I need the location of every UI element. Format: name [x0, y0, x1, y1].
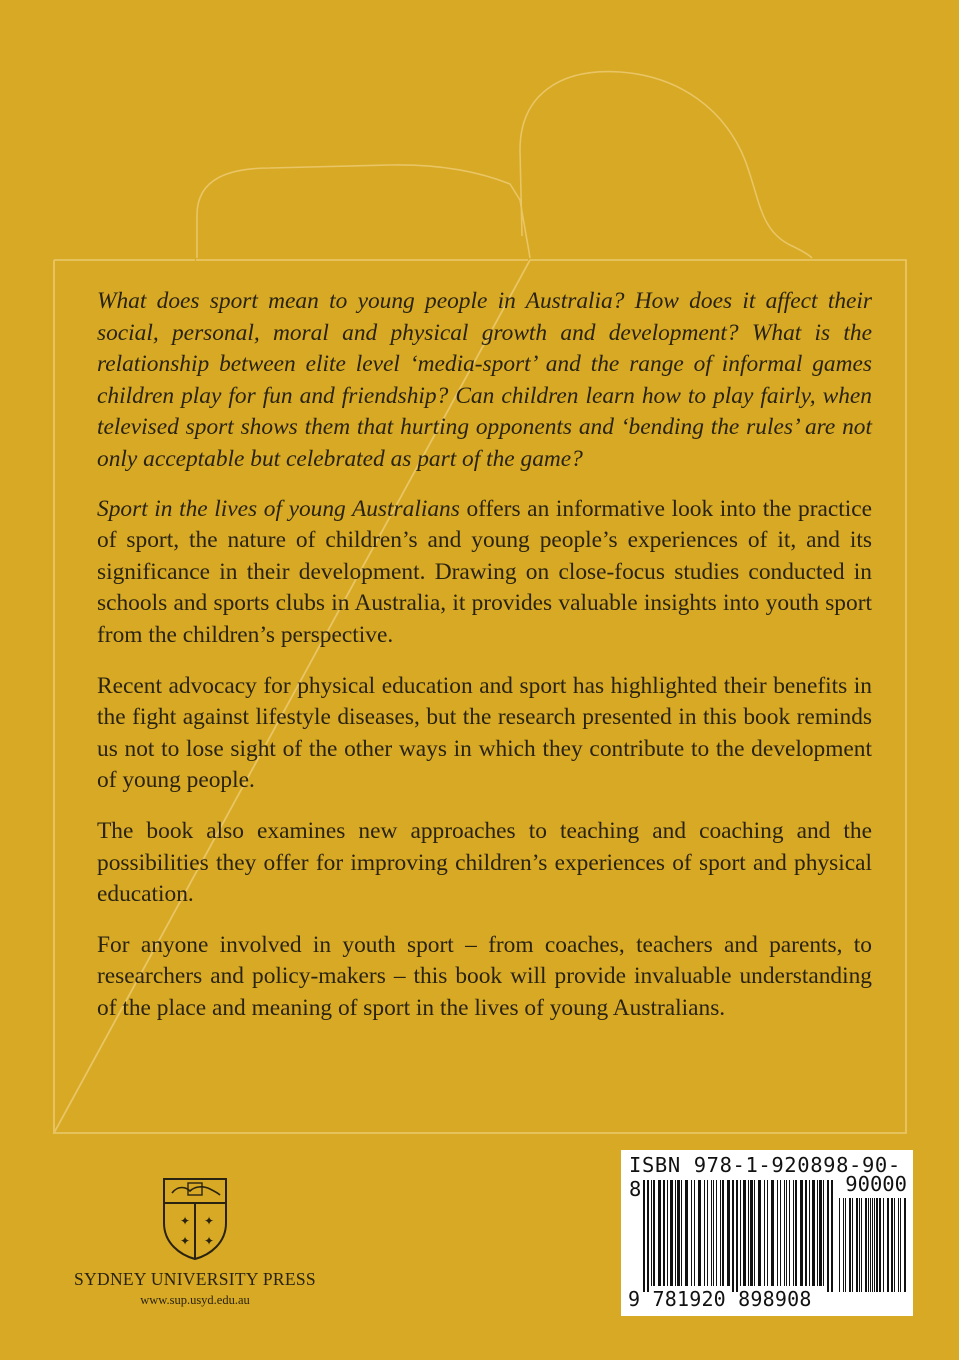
barcode-bar	[876, 1198, 878, 1292]
barcode-bar	[670, 1180, 673, 1286]
blurb-questions: What does sport mean to young people in Australia? How does it affect their social, personal, moral and physical growth and development? What is the relationship between elite level ‘media-sport’ and the range of informal games children play for fun and friendship? Can children learn how to play fairly, when televised sport shows them that hurting opponents and ‘bending the rules’ are not only acceptable but celebrated as part of the game?	[97, 288, 872, 472]
barcode-bar	[685, 1180, 688, 1286]
barcode-bar	[784, 1180, 785, 1286]
barcode-bar	[711, 1180, 712, 1286]
barcode-bar	[727, 1180, 730, 1286]
barcode-bar	[868, 1198, 869, 1292]
barcode-bar	[819, 1180, 822, 1286]
barcode-bar	[891, 1198, 893, 1292]
barcode-bar	[795, 1180, 797, 1286]
barcode-bar	[667, 1180, 668, 1286]
barcode-bar	[698, 1180, 701, 1286]
barcode-bar	[736, 1180, 738, 1292]
barcode-bar	[643, 1180, 645, 1292]
svg-text:✦: ✦	[204, 1234, 215, 1248]
barcode-bar	[707, 1180, 708, 1286]
barcode-bar	[748, 1180, 749, 1286]
publisher-block	[60, 1175, 330, 1308]
barcode-bar	[743, 1180, 746, 1286]
ean-digits: 9 781920 898908	[628, 1287, 812, 1311]
publisher-url[interactable]: www.sup.usyd.edu.au	[140, 1293, 250, 1307]
barcode-bar	[789, 1180, 790, 1286]
publisher-name: SYDNEY UNIVERSITY PRESS	[74, 1269, 316, 1289]
barcode-bar	[839, 1198, 840, 1292]
barcode-bar	[740, 1180, 741, 1286]
barcode-bar	[887, 1198, 889, 1292]
barcode-bar	[823, 1180, 824, 1286]
barcode-bar	[732, 1180, 734, 1292]
blurb-paragraph-2	[97, 494, 872, 652]
barcode-bar	[870, 1198, 871, 1292]
barcode-bar	[874, 1198, 875, 1292]
barcode-bar	[865, 1198, 867, 1292]
barcode-bar	[713, 1180, 714, 1286]
barcode-bar	[764, 1180, 765, 1286]
barcode-bar	[872, 1198, 873, 1292]
barcode-bar	[691, 1180, 692, 1286]
barcode-bar	[793, 1180, 794, 1286]
barcode-bar	[898, 1198, 899, 1292]
blurb-paragraph-5: For anyone involved in youth sport – from coaches, teachers and parents, to researchers and policy-makers – this book will provide invaluable understanding of the place and meaning of sport in the lives of young Australians.	[97, 931, 872, 1021]
barcode-bar	[809, 1180, 810, 1286]
barcode-bar	[859, 1198, 860, 1292]
barcode-bar	[653, 1180, 655, 1286]
barcode-bar	[894, 1198, 895, 1292]
blurb-paragraph-3: Recent advocacy for physical education and sport has highlighted their benefits in the fight against lifestyle diseases, but the research presented in this book reminds us not to lose sight of the other ways in which they contribute to the development of young people.	[97, 672, 872, 794]
barcode-bar	[720, 1180, 721, 1286]
blurb-paragraph-4: The book also examines new approaches to teaching and coaching and the possibilities they offer for improving children’s experiences of sport and physical education.	[97, 817, 872, 908]
barcode-bar	[843, 1198, 844, 1292]
barcode-bar	[647, 1180, 649, 1292]
barcode-bar	[758, 1180, 761, 1286]
barcode-bar	[771, 1180, 774, 1286]
barcode-bar	[849, 1198, 851, 1292]
svg-text:✦: ✦	[180, 1214, 191, 1228]
blurb-paragraph-2-text: offers an informative look into the practice of sport, the nature of children’s and young people’s experiences of it, and its significance in their development. Drawing on close-focus studies conducted in schools and sports clubs in Australia, it provides valuable insights into youth sport from the children’s perspective.	[97, 495, 873, 648]
barcode-bar	[883, 1198, 884, 1292]
barcode-bar	[767, 1180, 768, 1286]
svg-text:✦: ✦	[180, 1234, 191, 1248]
barcode-bar	[856, 1198, 858, 1292]
barcode-bar	[805, 1180, 807, 1286]
svg-text:✦: ✦	[204, 1214, 215, 1228]
barcode-bar	[694, 1180, 695, 1286]
barcode-bar	[817, 1180, 818, 1286]
silhouette-outline-right	[520, 72, 812, 258]
isbn-barcode	[621, 1150, 913, 1316]
barcode-bar	[827, 1180, 829, 1292]
barcode-bar	[663, 1180, 665, 1286]
barcode-bar	[754, 1180, 755, 1286]
barcode-bar	[651, 1180, 652, 1286]
barcode-bar	[677, 1180, 680, 1286]
barcode-bar	[904, 1198, 906, 1292]
isbn-label: ISBN 978-1-920898-90-8	[629, 1153, 901, 1201]
book-title-inline: Sport in the lives of young Australians	[97, 495, 460, 522]
barcode-bar	[800, 1180, 803, 1286]
barcode-bar	[831, 1180, 833, 1292]
barcode-bar	[861, 1198, 862, 1292]
barcode-bar	[852, 1198, 853, 1292]
silhouette-outline	[197, 165, 530, 258]
barcode-bar	[658, 1180, 661, 1286]
barcode-bar	[812, 1180, 815, 1286]
barcode-bar	[750, 1180, 753, 1286]
barcode-bar	[704, 1180, 705, 1286]
university-crest-icon	[160, 1175, 230, 1261]
barcode-bar	[716, 1180, 717, 1286]
barcode-bar	[845, 1198, 846, 1292]
price-code: 90000	[845, 1172, 907, 1196]
barcode-bar	[722, 1180, 724, 1286]
back-cover-blurb	[97, 286, 872, 1043]
barcode-bar	[879, 1198, 881, 1292]
barcode-bar	[681, 1180, 682, 1286]
barcode-bar	[777, 1180, 778, 1286]
barcode-bar	[786, 1180, 787, 1286]
barcode-bar	[780, 1180, 781, 1286]
barcode-bar	[900, 1198, 901, 1292]
barcode-bar	[675, 1180, 676, 1286]
